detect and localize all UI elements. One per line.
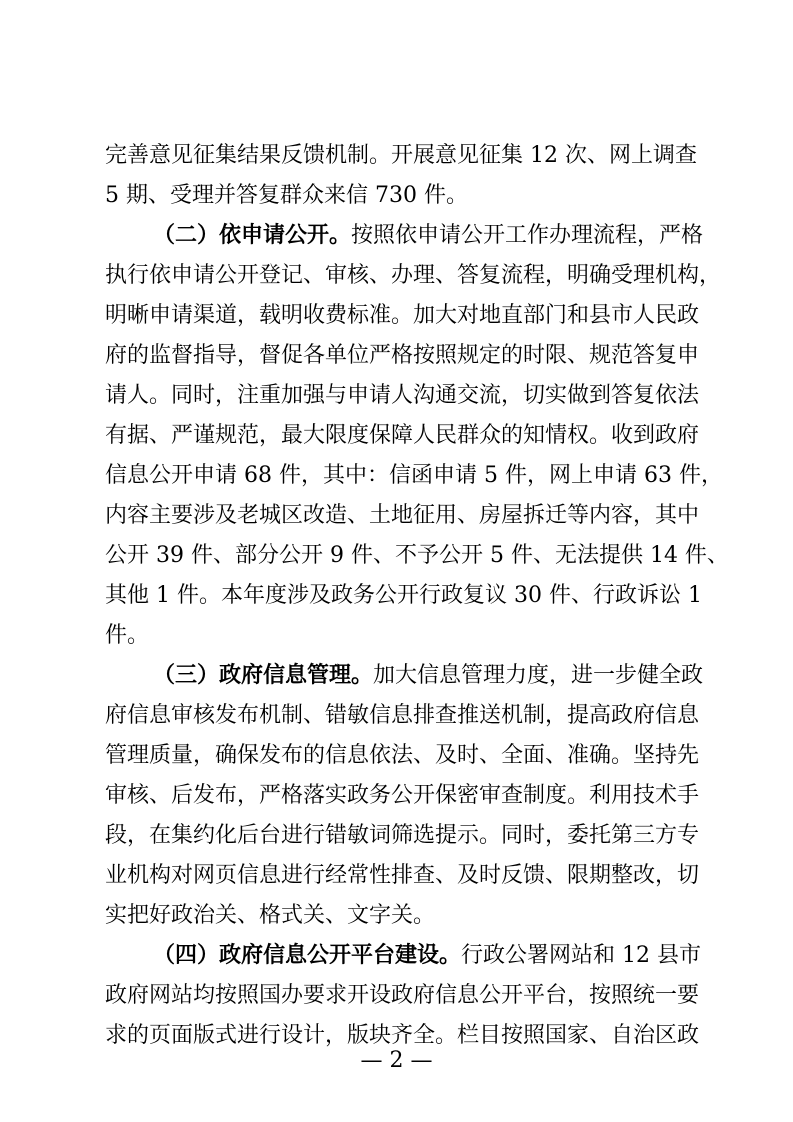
text-line: 其他 1 件。本年度涉及政务公开行政复议 30 件、行政诉讼 1 [105,583,702,608]
section-lead-text: 行政公署网站和 12 县市 [461,943,701,968]
text-line: 求的页面版式进行设计，版块齐全。栏目按照国家、自治区政 [105,1023,700,1048]
text-line: 明晰申请渠道，载明收费标准。加大对地直部门和县市人民政 [105,303,700,328]
text-line: 请人。同时，注重加强与申请人沟通交流，切实做到答复依法 [105,383,700,408]
text-line: 府的监督指导，督促各单位严格按照规定的时限、规范答复申 [105,343,700,368]
section-lead-text: 按照依申请公开工作办理流程，严格 [351,223,704,248]
text-line: 府信息审核发布机制、错敏信息排查推送机制，提高政府信息 [105,703,700,728]
text-line: 实把好政治关、格式关、文字关。 [105,903,436,928]
text-line: 公开 39 件、部分公开 9 件、不予公开 5 件、无法提供 14 件、 [105,543,729,568]
text-line: 段，在集约化后台进行错敏词筛选提示。同时，委托第三方专 [105,823,700,848]
section-heading: （二）依申请公开。 [153,223,352,248]
page-number: — 2 — [360,1048,433,1073]
text-line: 执行依申请公开登记、审核、办理、答复流程，明确受理机构， [105,263,722,288]
section-paragraph-start [153,936,701,976]
text-line: 5 期、受理并答复群众来信 730 件。 [105,183,468,208]
section-heading: （四）政府信息公开平台建设。 [153,943,462,968]
text-line: 业机构对网页信息进行经常性排查、及时反馈、限期整改，切 [105,863,700,888]
text-line: 件。 [105,623,150,648]
section-paragraph-start [153,656,704,696]
text-line: 政府网站均按照国办要求开设政府信息公开平台，按照统一要 [105,983,700,1008]
text-line: 管理质量，确保发布的信息依法、及时、全面、准确。坚持先 [105,743,700,768]
section-paragraph-start [153,216,704,256]
text-line: 完善意见征集结果反馈机制。开展意见征集 12 次、网上调查 [105,143,697,168]
text-line: 有据、严谨规范，最大限度保障人民群众的知情权。收到政府 [105,423,700,448]
text-line: 内容主要涉及老城区改造、土地征用、房屋拆迁等内容，其中 [105,503,700,528]
text-line: 审核、后发布，严格落实政务公开保密审查制度。利用技术手 [105,783,700,808]
section-heading: （三）政府信息管理。 [153,663,374,688]
section-lead-text: 加大信息管理力度，进一步健全政 [373,663,704,688]
text-line: 信息公开申请 68 件，其中：信函申请 5 件，网上申请 63 件， [105,463,723,488]
